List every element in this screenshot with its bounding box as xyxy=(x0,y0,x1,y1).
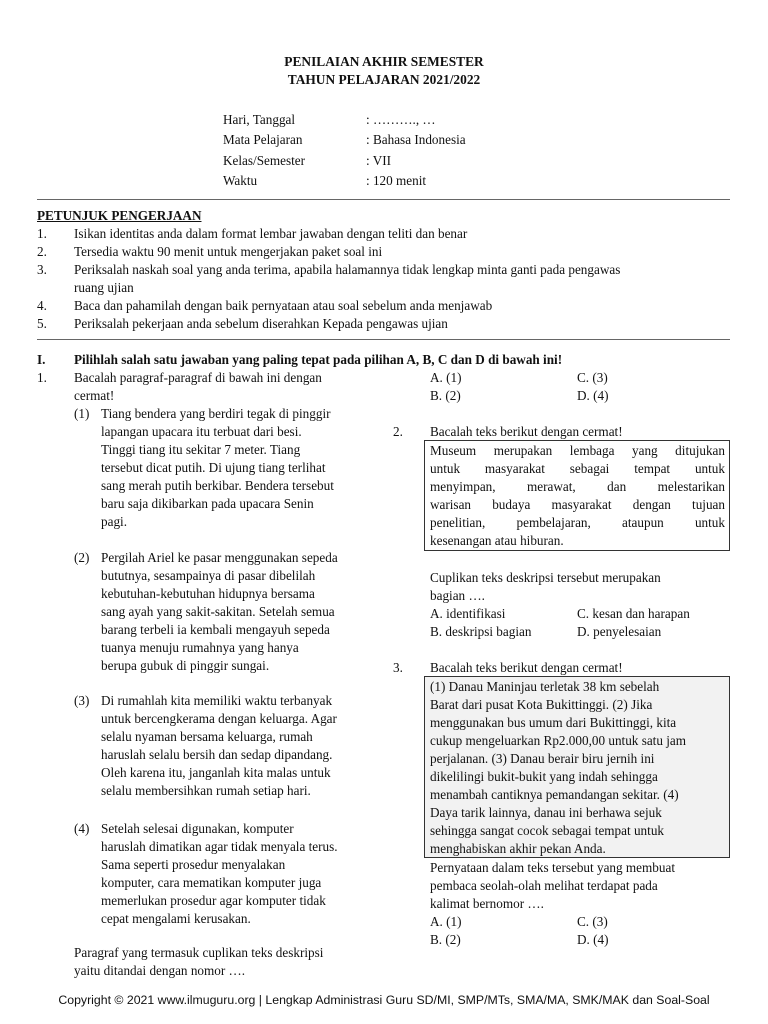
reading-line: sehingga sangat cocok sebagai tempat untuk xyxy=(430,823,665,838)
instruction-number: 5. xyxy=(37,316,47,331)
reading-line: Barat dari pusat Kota Bukittinggi. (2) Jika xyxy=(430,697,653,712)
identity-label-class: Kelas/Semester xyxy=(223,153,306,168)
identity-label-subject: Mata Pelajaran xyxy=(223,132,303,147)
instruction-number: 3. xyxy=(37,262,47,277)
paragraph-line: selalu nyaman bersama keluarga, rumah xyxy=(101,729,313,744)
reading-line: (1) Danau Maninjau terletak 38 km sebelah xyxy=(430,679,660,694)
option-d[interactable]: D. (4) xyxy=(577,388,609,403)
paragraph-line: Oleh karena itu, janganlah kita malas untuk xyxy=(101,765,331,780)
paragraph-text xyxy=(101,549,363,675)
option-b[interactable]: B. (2) xyxy=(430,388,461,403)
question-stem: Bacalah teks berikut dengan cermat! xyxy=(430,424,623,439)
instruction-text: Periksalah pekerjaan anda sebelum diserahkan Kepada pengawas ujian xyxy=(74,316,448,331)
identity-label-day: Hari, Tanggal xyxy=(223,112,296,127)
paragraph-line: Sama seperti prosedur menyalakan xyxy=(101,857,286,872)
prompt-line: Paragraf yang termasuk cuplikan teks deskripsi xyxy=(74,945,324,960)
option-a[interactable]: A. identifikasi xyxy=(430,606,506,621)
paragraph-line: tuanya menuju rumahnya yang hanya xyxy=(101,640,299,655)
instruction-number: 1. xyxy=(37,226,47,241)
prompt-line: yaitu ditandai dengan nomor …. xyxy=(74,963,246,978)
paragraph-line: Di rumahlah kita memiliki waktu terbanyak xyxy=(101,693,333,708)
option-d[interactable]: D. (4) xyxy=(577,932,609,947)
option-b[interactable]: B. (2) xyxy=(430,932,461,947)
reading-line: Daya tarik lainnya, danau ini berhawa sejuk xyxy=(430,805,662,820)
option-a[interactable]: A. (1) xyxy=(430,914,462,929)
paragraph-number: (1) xyxy=(74,406,90,421)
header-divider xyxy=(37,199,730,200)
paragraph-line: Tiang bendera yang berdiri tegak di pinggir xyxy=(101,406,331,421)
paragraph-number: (3) xyxy=(74,693,90,708)
paragraph-line: selalu membersihkan rumah setiap hari. xyxy=(101,783,311,798)
identity-label-time: Waktu xyxy=(223,173,258,188)
paragraph-line: haruslah dimatikan agar tidak menyala terus. xyxy=(101,839,338,854)
paragraph-line: lapangan upacara itu terbuat dari besi. xyxy=(101,424,302,439)
copyright-footer: Copyright © 2021 www.ilmuguru.org | Lengkap Administrasi Guru SD/MI, SMP/MTs, SMA/MA, SMK/MAK dan Soal-Soal xyxy=(58,993,710,1007)
paragraph-number: (4) xyxy=(74,821,90,836)
instruction-text: Periksalah naskah soal yang anda terima, apabila halamannya tidak lengkap minta ganti pada pengawas xyxy=(74,262,621,277)
question-number: 3. xyxy=(393,660,403,675)
paragraph-line: berupa gubuk di pinggir sungai. xyxy=(101,658,270,673)
reading-line: warisan budaya masyarakat dengan tujuan xyxy=(430,497,725,512)
prompt-line: Cuplikan teks deskripsi tersebut merupakan xyxy=(430,570,661,585)
prompt-line: kalimat bernomor …. xyxy=(430,896,544,911)
paragraph-line: bututnya, sesampainya di pasar dibelilah xyxy=(101,568,316,583)
prompt-line: bagian …. xyxy=(430,588,485,603)
question-stem: Bacalah teks berikut dengan cermat! xyxy=(430,660,623,675)
reading-text xyxy=(430,678,728,858)
stem-line: cermat! xyxy=(74,388,115,403)
reading-line: menambah cantiknya pemandangan sekitar. (4) xyxy=(430,787,679,802)
instructions-heading: PETUNJUK PENGERJAAN xyxy=(37,208,202,223)
paragraph-number: (2) xyxy=(74,550,90,565)
option-c[interactable]: C. (3) xyxy=(577,370,608,385)
school-year-title: TAHUN PELAJARAN 2021/2022 xyxy=(287,72,481,87)
reading-line: perjalanan. (3) Danau berair biru jernih ini xyxy=(430,751,655,766)
instruction-text-continued: ruang ujian xyxy=(74,280,134,295)
reading-text xyxy=(430,442,725,550)
prompt-line: pembaca seolah-olah melihat terdapat pada xyxy=(430,878,658,893)
reading-line: cukup mengeluarkan Rp2.000,00 untuk satu jam xyxy=(430,733,687,748)
reading-line: Museum merupakan lembaga yang ditujukan xyxy=(430,443,725,458)
section-instruction: Pilihlah salah satu jawaban yang paling tepat pada pilihan A, B, C dan D di bawah ini! xyxy=(74,352,563,367)
question-stem xyxy=(74,369,364,405)
instruction-number: 2. xyxy=(37,244,47,259)
option-b[interactable]: B. deskripsi bagian xyxy=(430,624,532,639)
section-number: I. xyxy=(37,352,46,367)
reading-line: penelitian, pembelajaran, ataupun untuk xyxy=(430,515,725,530)
identity-value-day: : ………., … xyxy=(366,112,436,127)
paragraph-text xyxy=(101,692,363,800)
paragraph-line: untuk bercengkerama dengan keluarga. Agar xyxy=(101,711,337,726)
paragraph-line: sang ayah yang sakit-sakitan. Setelah semua xyxy=(101,604,335,619)
reading-line: menyimpan, merawat, dan melestarikan xyxy=(430,479,725,494)
reading-line: menggunakan bus umum dari Bukittinggi, kita xyxy=(430,715,677,730)
option-a[interactable]: A. (1) xyxy=(430,370,462,385)
paragraph-line: sang merah putih berkibar. Bendera tersebut xyxy=(101,478,334,493)
question-prompt xyxy=(430,859,730,913)
instruction-text: Baca dan pahamilah dengan baik pernyataan atau soal sebelum anda menjawab xyxy=(74,298,493,313)
prompt-line: Pernyataan dalam teks tersebut yang membuat xyxy=(430,860,675,875)
option-d[interactable]: D. penyelesaian xyxy=(577,624,662,639)
reading-line: dikelilingi bukit-bukit yang indah sehingga xyxy=(430,769,658,784)
reading-line: untuk masyarakat sebagai tempat untuk xyxy=(430,461,725,476)
paragraph-line: tersebut dicat putih. Di ujung tiang terlihat xyxy=(101,460,326,475)
paragraph-text xyxy=(101,405,363,531)
paragraph-line: haruslah selalu bersih dan sedap dipandang. xyxy=(101,747,333,762)
paragraph-line: memerlukan prosedur agar komputer tidak xyxy=(101,893,326,908)
paragraph-line: Pergilah Ariel ke pasar menggunakan sepeda xyxy=(101,550,338,565)
paragraph-line: baru saja dikibarkan pada upacara Senin xyxy=(101,496,314,511)
instruction-text: Isikan identitas anda dalam format lembar jawaban dengan teliti dan benar xyxy=(74,226,468,241)
instruction-number: 4. xyxy=(37,298,47,313)
question-number: 2. xyxy=(393,424,403,439)
option-c[interactable]: C. (3) xyxy=(577,914,608,929)
identity-value-class: : VII xyxy=(366,153,392,168)
stem-line: Bacalah paragraf-paragraf di bawah ini dengan xyxy=(74,370,322,385)
instruction-text: Tersedia waktu 90 menit untuk mengerjakan paket soal ini xyxy=(74,244,383,259)
paragraph-line: cepat mengalami kerusakan. xyxy=(101,911,251,926)
instructions-divider xyxy=(37,339,730,340)
paragraph-text xyxy=(101,820,363,928)
reading-line: menghabiskan akhir pekan Anda. xyxy=(430,841,606,856)
paragraph-line: Setelah selesai digunakan, komputer xyxy=(101,821,294,836)
paragraph-line: Tinggi tiang itu sekitar 7 meter. Tiang xyxy=(101,442,301,457)
paragraph-line: barang terbeli ia kembali mengayuh sepeda xyxy=(101,622,330,637)
paragraph-line: komputer, cara mematikan komputer juga xyxy=(101,875,322,890)
exam-title: PENILAIAN AKHIR SEMESTER xyxy=(284,54,484,69)
question-prompt xyxy=(74,944,374,980)
question-number: 1. xyxy=(37,370,47,385)
paragraph-line: pagi. xyxy=(101,514,128,529)
reading-line: kesenangan atau hiburan. xyxy=(430,533,564,548)
question-prompt xyxy=(430,569,730,605)
option-c[interactable]: C. kesan dan harapan xyxy=(577,606,690,621)
identity-value-time: : 120 menit xyxy=(366,173,427,188)
identity-value-subject: : Bahasa Indonesia xyxy=(366,132,466,147)
paragraph-line: kebutuhan-kebutuhan hidupnya bersama xyxy=(101,586,315,601)
